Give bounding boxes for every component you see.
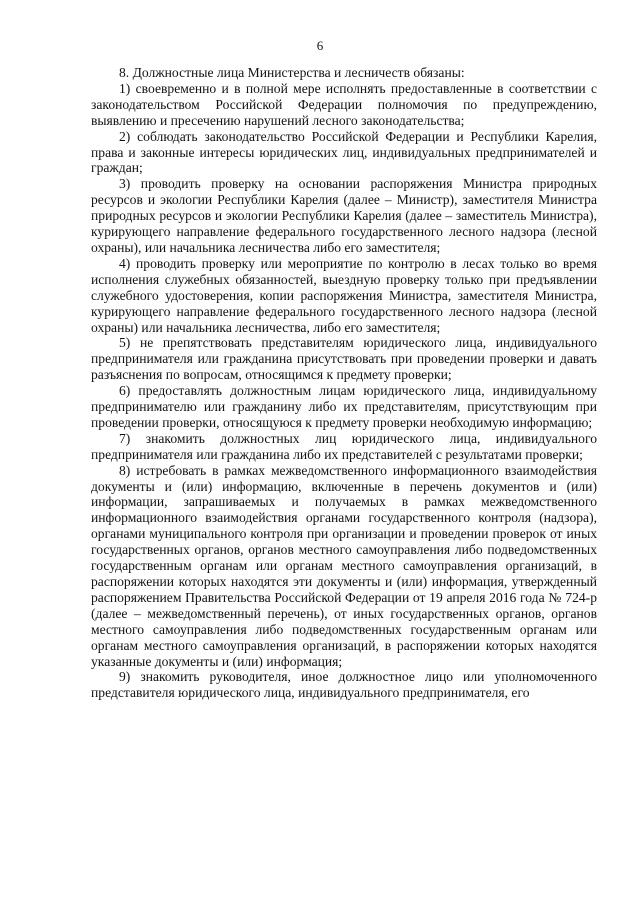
paragraph-section-8: 8. Должностные лица Министерства и лесничеств обязаны: — [119, 65, 465, 80]
paragraph-item-3: 3) проводить проверку на основании распоряжения Министра природных ресурсов и экологии Республики Карелия (далее – Министр), заместителя Министра природных ресурсов и экологии Республики Карелия (далее – заместитель Министра), курирующего направление федерального государственного лесного надзора (лесной охраны), или начальника лесничества либо его заместителя; — [91, 176, 597, 255]
paragraph-item-5: 5) не препятствовать представителям юридического лица, индивидуального предпринимателя или гражданина присутствовать при проведении проверки и давать разъяснения по вопросам, относящимся к предмету проверки; — [91, 335, 597, 383]
paragraph-item-9: 9) знакомить руководителя, иное должностное лицо или уполномоченного представителя юридического лица, индивидуального предпринимателя, его — [91, 669, 597, 701]
page-number: 6 — [316, 38, 324, 53]
paragraph-item-2: 2) соблюдать законодательство Российской Федерации и Республики Карелия, права и законные интересы юридических лиц, индивидуальных предпринимателей и граждан; — [91, 128, 597, 176]
paragraph-item-7: 7) знакомить должностных лиц юридического лица, индивидуального предпринимателя или гражданина либо их представителей с результатами проверки; — [91, 430, 597, 462]
paragraph-item-1: 1) своевременно и в полной мере исполнять предоставленные в соответствии с законодательством Российской Федерации полномочия по предупреждению, выявлению и пресечению нарушений лесного законодательства; — [91, 80, 597, 128]
paragraph-item-4: 4) проводить проверку или мероприятие по контролю в лесах только во время исполнения служебных обязанностей, выездную проверку только при предъявлении служебного удостоверения, копии распоряжения Министра, заместителя Министра, курирующего направление федерального государственного лесного надзора (лесной охраны) или начальника лесничества, либо его заместителя; — [91, 255, 597, 335]
paragraph-item-6: 6) предоставлять должностным лицам юридического лица, индивидуальному предпринимателю или гражданину либо их представителям, присутствующим при проведении проверки, относящуюся к предмету проверки необходимую информацию; — [91, 383, 597, 430]
paragraph-item-8: 8) истребовать в рамках межведомственного информационного взаимодействия документы и (или) информацию, включенные в перечень документов и (или) информации, запрашиваемых и получаемых в рамках межведомственного информационного взаимодействия органами государственного контроля (надзора), органами муниципального контроля при организации и проведении проверок от иных государственных органов, органов местного самоуправления либо подведомственных государственным органам или органам местного самоуправления организаций, в распоряжении которых находятся эти документы и (или) информация, утвержденный распоряжением Правительства Российской Федерации от 19 апреля 2016 года № 724-р (далее – межведомственный перечень), от иных государственных органов, органов местного самоуправления либо подведомственных государственным органам или органам местного самоуправления организаций, в распоряжении которых находятся указанные документы и (или) информация; — [91, 462, 597, 669]
document-body — [91, 65, 597, 701]
